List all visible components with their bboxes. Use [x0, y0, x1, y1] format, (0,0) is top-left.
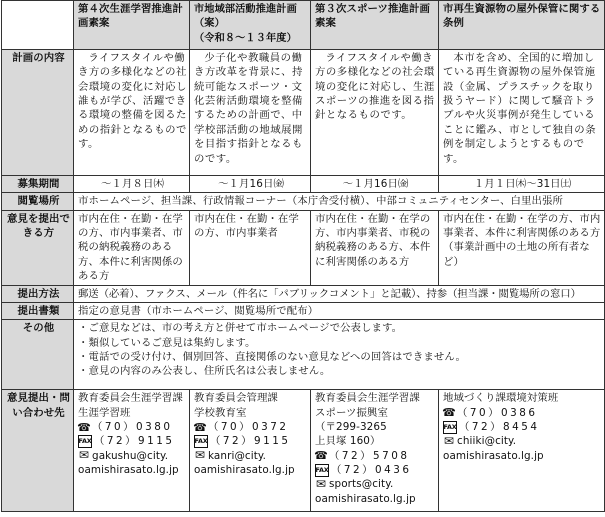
note-item: ・ 意見の内容のみ公表し、住所氏名は公表しません。 [78, 364, 602, 378]
contact-tel [78, 420, 187, 434]
note-item: ・ ご意見などは、市の考え方と併せて市ホームページで公表します。 [78, 321, 602, 335]
method-cell: 郵送（必着）、ファクス、メール（件名に「パブリックコメント」と記載）、持参（担当課・閲覧場所の窓口） [74, 285, 605, 302]
tel-number: （70）0380 [92, 420, 173, 433]
fax-number: （72）9115 [94, 435, 175, 448]
note-item: ・ 電話での受け付け、個別回答、直接関係のない意見などへの回答はできません。 [78, 350, 602, 364]
public-comment-table [1, 0, 605, 512]
phone-icon: ☎ [193, 420, 207, 434]
content-row [2, 50, 605, 176]
tel-number: （70）0386 [457, 406, 538, 419]
fax-number: （72）0436 [331, 464, 412, 477]
mail-icon: ✉ [194, 448, 206, 463]
contact-dept: 教育委員会生涯学習課 [78, 392, 183, 405]
column-header-club-activity [190, 1, 311, 50]
eligible-cell: 市内在住・在勤・在学の方、市内事業者 [190, 210, 311, 285]
other-cell [74, 320, 605, 390]
column-header-sports [311, 1, 439, 50]
mail-icon: ✉ [443, 433, 455, 448]
column-title: 第３次スポーツ推進計画素案 [315, 3, 430, 30]
column-header-lifelong-learning [74, 1, 190, 50]
location-row [2, 193, 605, 210]
row-label-form: 提出書類 [2, 302, 74, 319]
mail-icon: ✉ [78, 448, 90, 463]
header-row [2, 1, 605, 50]
method-row [2, 285, 605, 302]
column-header-recycling-ordinance [439, 1, 605, 50]
contact-fax [315, 463, 436, 477]
tel-number: （72）5708 [329, 449, 410, 462]
mail-address[interactable]: gakushu@city. [92, 449, 169, 462]
column-title: 第４次生涯学習推進計画素案 [78, 3, 183, 30]
contact-row [2, 390, 605, 512]
fax-icon: FAX [315, 464, 329, 477]
row-label-period: 募集期間 [2, 176, 74, 193]
period-cell: ～１月16日㈮ [190, 176, 311, 193]
contact-cell [311, 390, 439, 512]
contact-mail[interactable] [78, 449, 187, 463]
form-cell: 指定の意見書（市ホームページ、閲覧場所で配布） [74, 302, 605, 319]
contact-fax [443, 420, 602, 434]
fax-number: （72）8454 [459, 420, 540, 433]
contact-cell [439, 390, 605, 512]
column-title: 市再生資源物の屋外保管に関する条例 [443, 3, 601, 30]
contact-section: 学校教育室 [194, 406, 247, 419]
contact-mail[interactable] [194, 449, 308, 463]
mail-domain[interactable]: oamishirasato.lg.jp [194, 464, 295, 477]
eligible-row [2, 210, 605, 285]
contact-dept: 教育委員会管理課 [194, 392, 278, 405]
content-text: ライフスタイルや働き方の多様化などの社会環境の変化に対応し誰もが学び、活躍できる環境の整備を図るための指針となるものです。 [78, 52, 187, 151]
notes-list [78, 321, 602, 378]
fax-number: （72）9115 [210, 435, 291, 448]
contact-mail[interactable] [315, 477, 436, 491]
note-item: ・ 類似しているご意見は集約します。 [78, 336, 602, 350]
mail-address[interactable]: kanri@city. [208, 449, 267, 462]
content-text: ライフスタイルや働き方の多様化などの社会環境の変化に対応し、生涯スポーツの推進を図る指針となるものです。 [315, 52, 435, 122]
location-cell: 市ホームページ、担当課、行政情報コーナー（本庁舎受付横）、中部コミュニティセンター、白里出張所 [74, 193, 605, 210]
mail-domain[interactable]: oamishirasato.lg.jp [78, 464, 179, 477]
period-cell: ～１月８日㈭ [74, 176, 190, 193]
content-cell [74, 50, 190, 176]
period-cell: １月１日㈭～31日㈯ [439, 176, 605, 193]
contact-tel [194, 420, 308, 434]
mail-domain[interactable]: oamishirasato.lg.jp [443, 449, 544, 462]
column-title: 市地域部活動推進計画（案） （令和８～１３年度） [194, 4, 297, 44]
contact-cell [74, 390, 190, 512]
phone-icon: ☎ [314, 449, 328, 463]
contact-postal: （〒299-3265 [315, 420, 387, 433]
contact-dept: 教育委員会生涯学習課 [315, 392, 420, 405]
contact-tel [443, 406, 602, 420]
contact-fax [194, 434, 308, 448]
content-cell [190, 50, 311, 176]
row-label-eligible: 意見を提出できる方 [2, 210, 74, 285]
contact-mail[interactable] [443, 434, 602, 448]
mail-icon: ✉ [315, 477, 327, 492]
contact-fax [78, 434, 187, 448]
eligible-cell: 市内在住・在勤・在学の方、市内事業者、市税の納税義務のある方、本件に利害関係のある方 [74, 210, 190, 285]
tel-number: （70）0372 [208, 420, 289, 433]
period-cell: ～１月16日㈮ [311, 176, 439, 193]
fax-icon: FAX [443, 421, 457, 434]
contact-tel [315, 449, 436, 463]
row-label-location: 閲覧場所 [2, 193, 74, 210]
content-cell [439, 50, 605, 176]
content-text: 本市を含め、全国的に増加している再生資源物の屋外保管施設（金属、プラスチックを取り扱うヤード）に関して騒音トラブルや火災事例が発生していることに鑑み、市として独自の条例を制定しようとするものです。 [443, 52, 597, 165]
period-row [2, 176, 605, 193]
mail-address[interactable]: chiiki@city. [457, 435, 517, 448]
contact-dept: 地域づくり課環境対策班 [443, 392, 559, 405]
contact-section: スポーツ振興室 [315, 406, 389, 419]
contact-section: 生涯学習班 [78, 406, 131, 419]
content-text: 少子化や教職員の働き方改革を背景に、持続可能なスポーツ・文化芸術活動環境を整備するための計画で、中学校部活動の地域展開を目指す指針となるものです。 [194, 52, 303, 165]
contact-address: 上貝塚 160） [315, 435, 381, 448]
eligible-cell: 市内在住・在勤・在学の方、市内事業者、市税の納税義務のある方、本件に利害関係のある方 [311, 210, 439, 285]
corner-cell [2, 1, 74, 50]
contact-cell [190, 390, 311, 512]
mail-domain[interactable]: oamishirasato.lg.jp [315, 492, 416, 505]
form-row [2, 302, 605, 319]
eligible-cell: 市内在住・在勤・在学の方、市内事業者、本件に利害関係のある方（事業計画中の土地の所有者など） [439, 210, 605, 285]
content-cell [311, 50, 439, 176]
row-label-method: 提出方法 [2, 285, 74, 302]
fax-icon: FAX [194, 435, 208, 448]
row-label-other: その他 [2, 320, 74, 390]
phone-icon: ☎ [442, 406, 456, 420]
fax-icon: FAX [78, 435, 92, 448]
mail-address[interactable]: sports@city. [329, 478, 394, 491]
row-label-content: 計画の内容 [2, 50, 74, 176]
phone-icon: ☎ [77, 420, 91, 434]
row-label-contact: 意見提出・問い合わせ先 [2, 390, 74, 512]
other-row [2, 320, 605, 390]
